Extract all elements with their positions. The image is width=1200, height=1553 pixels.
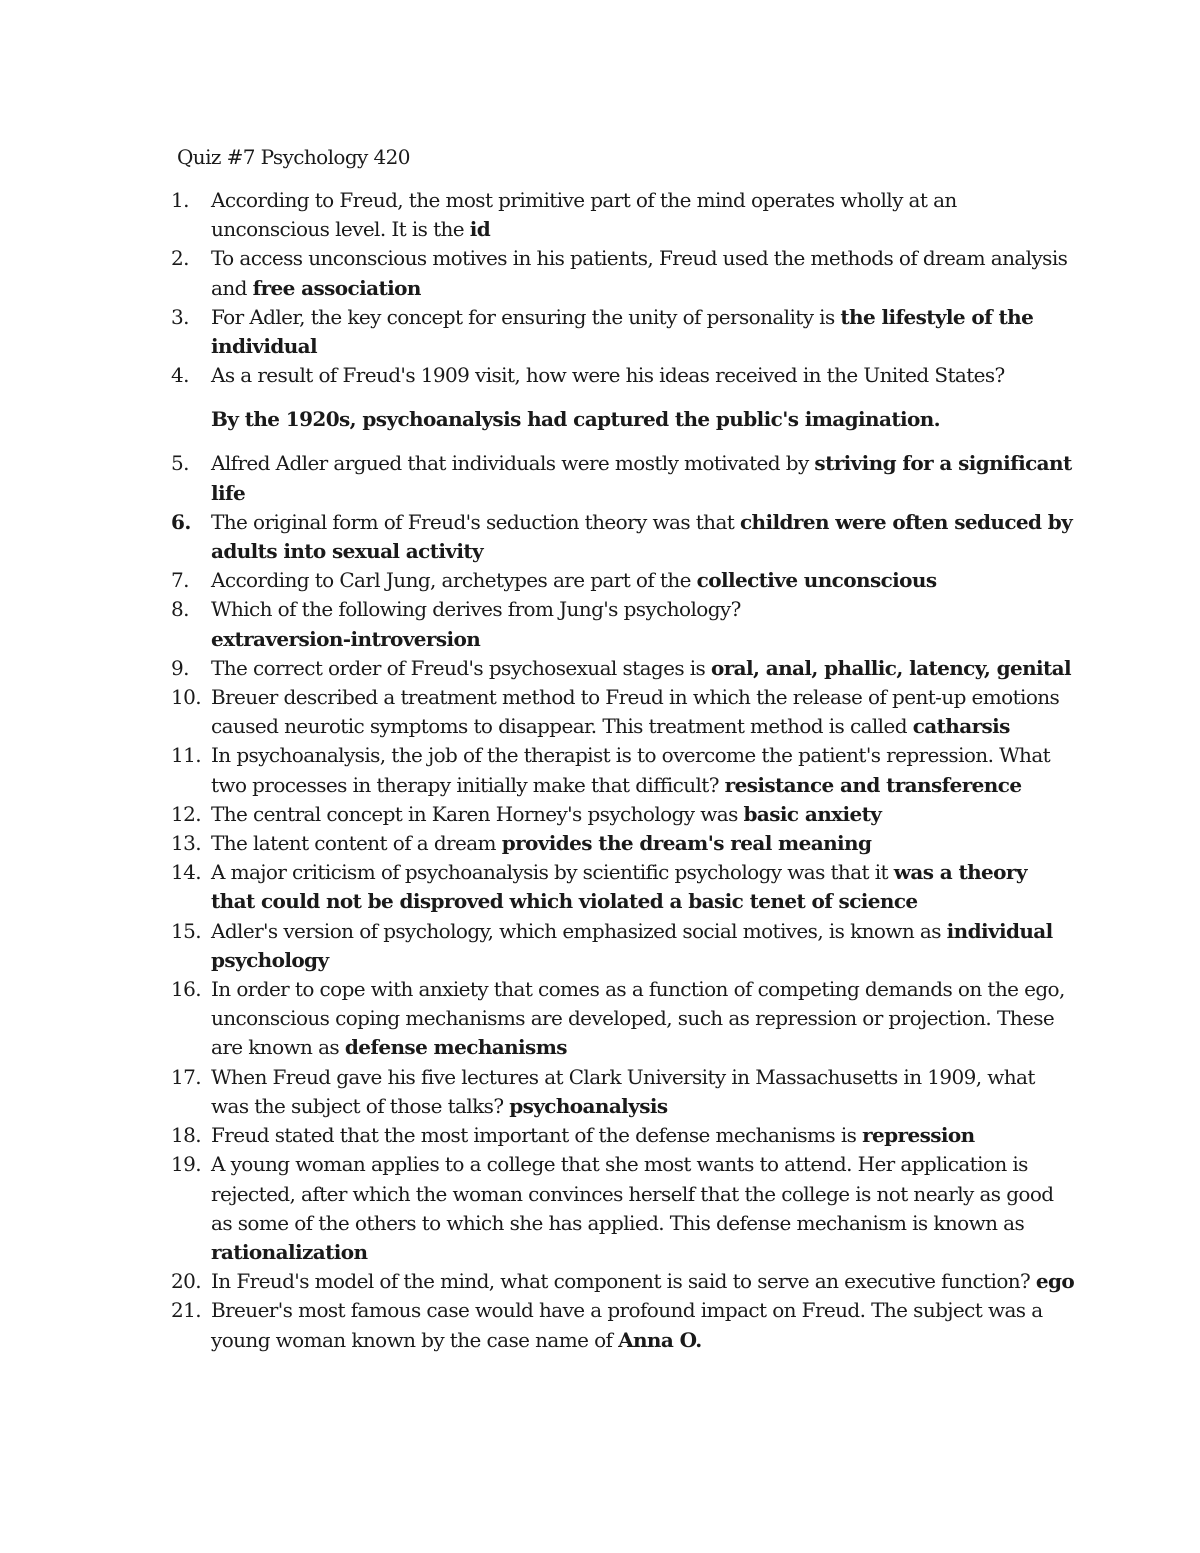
question-text-line [211, 917, 1071, 946]
answer-text: collective unconscious [696, 568, 937, 593]
answer-text: psychology [211, 947, 329, 972]
question-text-line [211, 1296, 1071, 1325]
question-item [171, 449, 1071, 507]
answer-text: rationalization [211, 1239, 368, 1264]
question-text-line [211, 595, 1071, 624]
question-text-line [211, 683, 1071, 712]
question-item [171, 1063, 1071, 1121]
question-item [171, 975, 1071, 1063]
question-text-line [211, 1326, 1071, 1355]
question-item [171, 566, 1071, 595]
question-text: According to Carl Jung, archetypes are part of the [211, 568, 697, 593]
question-number: 17. [171, 1064, 202, 1089]
answer-text: children were often seduced by [739, 509, 1073, 534]
question-text: caused neurotic symptoms to disappear. This treatment method is called [211, 714, 913, 739]
answer-text: adults into sexual activity [211, 539, 484, 564]
quiz-title: Quiz #7 Psychology 420 [177, 145, 410, 169]
question-item [171, 244, 1071, 302]
answer-text: Anna O. [618, 1327, 702, 1352]
question-text-line [211, 975, 1071, 1004]
question-text: A young woman applies to a college that she most wants to attend. Her application is [211, 1152, 1028, 1177]
question-item [171, 303, 1071, 361]
question-item [171, 186, 1071, 244]
question-item [171, 1150, 1071, 1267]
question-text: A major criticism of psychoanalysis by scientific psychology was that it [211, 860, 894, 885]
question-item [171, 858, 1071, 916]
answer-text: psychoanalysis [509, 1093, 668, 1118]
question-number: 16. [171, 977, 202, 1002]
question-text: Adler's version of psychology, which emphasized social motives, is known as [211, 918, 947, 943]
question-item [171, 508, 1071, 566]
question-item [171, 595, 1071, 653]
question-text-line [211, 800, 1071, 829]
question-text: Breuer's most famous case would have a profound impact on Freud. The subject was a [211, 1298, 1043, 1323]
question-text-line [211, 625, 1071, 654]
question-text-line [211, 244, 1071, 273]
answer-text: the lifestyle of the [840, 304, 1034, 329]
question-number: 18. [171, 1123, 202, 1148]
question-item [171, 654, 1071, 683]
question-number: 13. [171, 831, 202, 856]
question-text-line [211, 654, 1071, 683]
question-text: young woman known by the case name of [211, 1327, 619, 1352]
question-text: rejected, after which the woman convinces herself that the college is not nearly as good [211, 1181, 1054, 1206]
question-item [171, 741, 1071, 799]
question-text: The correct order of Freud's psychosexual stages is [211, 655, 711, 680]
question-number: 8. [171, 597, 189, 622]
answer-text: id [469, 217, 491, 242]
question-number: 12. [171, 801, 202, 826]
answer-text: provides the dream's real meaning [501, 831, 872, 856]
question-text-line [211, 303, 1071, 332]
question-number: 6. [171, 509, 191, 534]
question-text: two processes in therapy initially make that difficult? [211, 772, 725, 797]
question-number: 19. [171, 1152, 202, 1177]
question-item [171, 361, 1071, 390]
question-text-line [211, 712, 1071, 741]
question-text: In order to cope with anxiety that comes as a function of competing demands on the ego, [211, 977, 1065, 1002]
answer-text: extraversion-introversion [211, 626, 481, 651]
question-text: In Freud's model of the mind, what component is said to serve an executive function? [211, 1269, 1036, 1294]
question-text: The latent content of a dream [211, 831, 502, 856]
question-text-line [211, 566, 1071, 595]
question-text-line [211, 1033, 1071, 1062]
question-text: Which of the following derives from Jung's psychology? [211, 597, 741, 622]
question-item [171, 800, 1071, 829]
question-text-line [211, 1267, 1075, 1296]
question-text-line [211, 829, 1071, 858]
question-number: 11. [171, 743, 202, 768]
question-number: 2. [171, 246, 189, 271]
answer-text: resistance and transference [724, 772, 1022, 797]
question-text-line [211, 186, 1071, 215]
question-text-line [211, 771, 1071, 800]
question-number: 20. [171, 1269, 202, 1294]
question-text-line [211, 479, 1071, 508]
question-number: 21. [171, 1298, 202, 1323]
question-text-line [211, 508, 1071, 537]
question-text: When Freud gave his five lectures at Clark University in Massachusetts in 1909, what [211, 1064, 1035, 1089]
question-text: and [211, 275, 253, 300]
answer-text: individual [211, 334, 318, 359]
answer-text: ego [1035, 1269, 1075, 1294]
question-text-line [211, 1209, 1071, 1238]
question-text-line [211, 1063, 1071, 1092]
question-text: Freud stated that the most important of the defense mechanisms is [211, 1123, 863, 1148]
question-text: The central concept in Karen Horney's psychology was [211, 801, 744, 826]
question-text-line [211, 215, 1071, 244]
answer-text: individual [946, 918, 1053, 943]
question-text-line [211, 741, 1071, 770]
question-text: was the subject of those talks? [211, 1093, 510, 1118]
question-text: To access unconscious motives in his patients, Freud used the methods of dream analysis [211, 246, 1068, 271]
answer-text: striving for a significant [814, 451, 1072, 476]
question-text-line [211, 1238, 1071, 1267]
question-text: The original form of Freud's seduction theory was that [211, 509, 740, 534]
question-text-line [211, 361, 1071, 390]
question-number: 5. [171, 451, 189, 476]
question-number: 15. [171, 918, 202, 943]
answer-text: defense mechanisms [344, 1035, 567, 1060]
question-text-line [211, 1121, 1071, 1150]
question-text: In psychoanalysis, the job of the therapist is to overcome the patient's repression. What [211, 743, 1051, 768]
question-text: Breuer described a treatment method to Freud in which the release of pent-up emotions [211, 685, 1060, 710]
question-text-line [211, 332, 1071, 361]
question-item [171, 683, 1071, 741]
question-text: According to Freud, the most primitive part of the mind operates wholly at an [211, 188, 957, 212]
answer-text: oral, anal, phallic, latency, genital [710, 655, 1072, 680]
question-text-line [211, 274, 1071, 303]
question-list [171, 186, 1075, 1355]
question-text: unconscious coping mechanisms are developed, such as repression or projection. These [211, 1006, 1055, 1031]
question-text-line [211, 1004, 1071, 1033]
question-text-line [211, 1092, 1071, 1121]
question-number: 1. [171, 188, 189, 212]
answer-text: basic anxiety [743, 801, 882, 826]
answer-text: that could not be disproved which violated a basic tenet of science [211, 889, 918, 914]
question-text-line [211, 887, 1071, 916]
answer-text: life [211, 480, 246, 505]
question-text-line [211, 946, 1071, 975]
question-number: 3. [171, 304, 189, 329]
question-item [171, 1296, 1071, 1354]
question-item [171, 917, 1071, 975]
answer-text: catharsis [912, 714, 1010, 739]
question-item [171, 829, 1071, 858]
answer-text: repression [862, 1123, 975, 1148]
question-text-line [211, 1150, 1071, 1179]
question-text: Alfred Adler argued that individuals were mostly motivated by [211, 451, 815, 476]
question-text: For Adler, the key concept for ensuring the unity of personality is [211, 304, 841, 329]
question-text-line [211, 537, 1071, 566]
question-text: are known as [211, 1035, 345, 1060]
question-number: 14. [171, 860, 202, 885]
question-text: As a result of Freud's 1909 visit, how were his ideas received in the United States? [211, 363, 1005, 388]
question-number: 9. [171, 655, 189, 680]
answer-text: was a theory [893, 860, 1027, 885]
question-item [171, 1121, 1071, 1150]
question-number: 4. [171, 363, 189, 388]
question-item [171, 1267, 1075, 1296]
question-text-line [211, 449, 1071, 478]
question-text: unconscious level. It is the [211, 217, 470, 242]
question-text-line [211, 1180, 1071, 1209]
standalone-answer: By the 1920s, psychoanalysis had captured the public's imagination. [211, 407, 941, 432]
question-text: as some of the others to which she has applied. This defense mechanism is known as [211, 1210, 1025, 1235]
question-number: 10. [171, 685, 202, 710]
question-number: 7. [171, 568, 189, 593]
answer-text: free association [252, 275, 421, 300]
question-text-line [211, 858, 1071, 887]
